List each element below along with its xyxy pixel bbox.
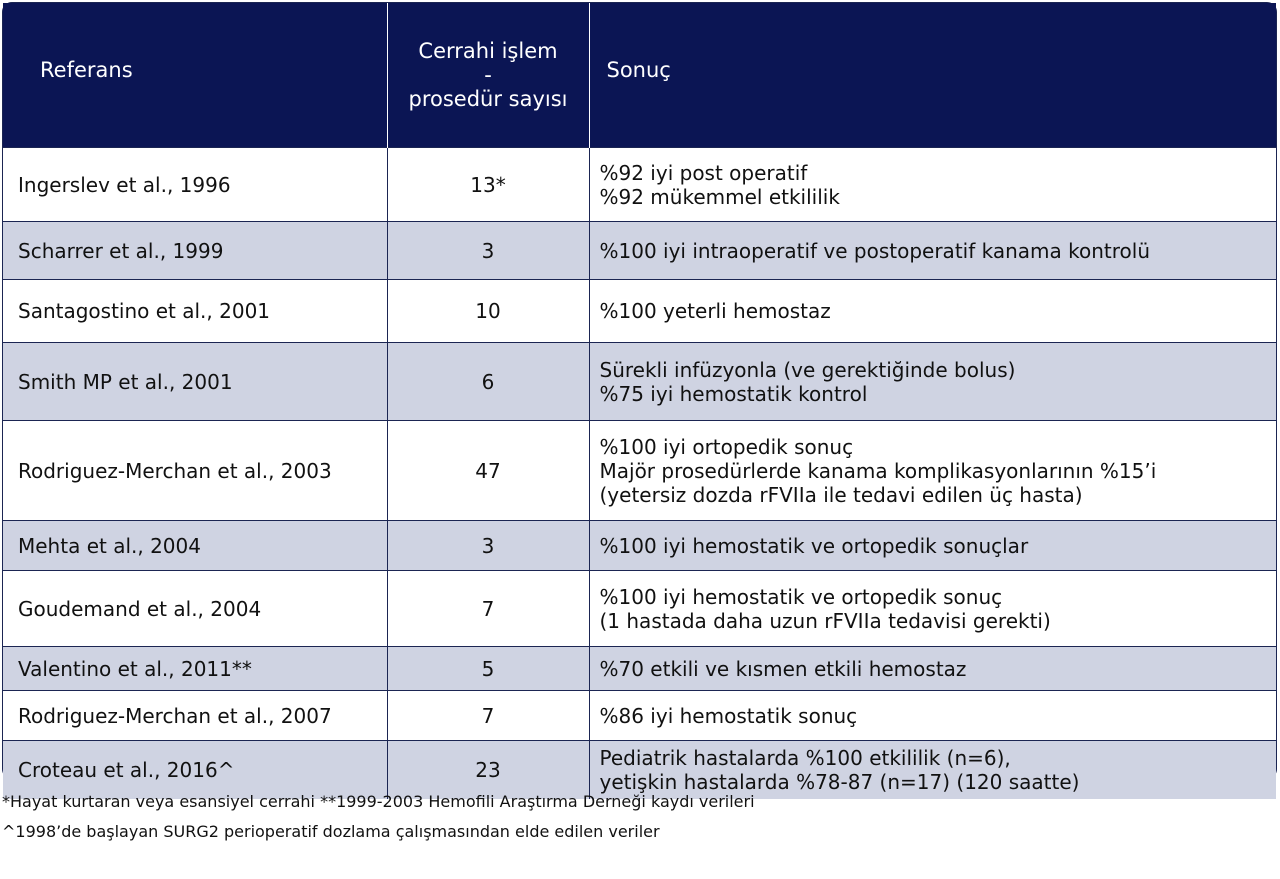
cell-procedure-count: 13*	[387, 148, 589, 222]
table-row	[3, 571, 1276, 647]
table-row	[3, 741, 1276, 799]
results-table-container	[2, 2, 1277, 794]
header-reference: Referans	[3, 3, 387, 148]
cell-reference: Mehta et al., 2004	[3, 521, 387, 571]
header-procedure-count: Cerrahi işlem - prosedür sayısı	[387, 3, 589, 148]
cell-reference: Santagostino et al., 2001	[3, 280, 387, 343]
cell-reference: Scharrer et al., 1999	[3, 222, 387, 280]
cell-procedure-count: 3	[387, 521, 589, 571]
cell-reference: Rodriguez-Merchan et al., 2007	[3, 691, 387, 741]
cell-reference: Croteau et al., 2016^	[3, 741, 387, 799]
table-row	[3, 691, 1276, 741]
cell-procedure-count: 7	[387, 571, 589, 647]
cell-result: %86 iyi hemostatik sonuç	[589, 691, 1276, 741]
cell-procedure-count: 7	[387, 691, 589, 741]
table-body	[3, 148, 1276, 799]
table-row	[3, 647, 1276, 691]
table-row	[3, 343, 1276, 421]
cell-result: %92 iyi post operatif %92 mükemmel etkililik	[589, 148, 1276, 222]
cell-reference: Smith MP et al., 2001	[3, 343, 387, 421]
cell-reference: Goudemand et al., 2004	[3, 571, 387, 647]
table-row	[3, 521, 1276, 571]
cell-reference: Rodriguez-Merchan et al., 2003	[3, 421, 387, 521]
results-table	[3, 3, 1276, 799]
table-row	[3, 222, 1276, 280]
cell-result: %100 iyi hemostatik ve ortopedik sonuç (1 hastada daha uzun rFVIIa tedavisi gerekti)	[589, 571, 1276, 647]
cell-procedure-count: 10	[387, 280, 589, 343]
cell-result: %100 iyi hemostatik ve ortopedik sonuçlar	[589, 521, 1276, 571]
cell-procedure-count: 6	[387, 343, 589, 421]
cell-result: Sürekli infüzyonla (ve gerektiğinde bolus) %75 iyi hemostatik kontrol	[589, 343, 1276, 421]
footnote-1: *Hayat kurtaran veya esansiyel cerrahi **1999-2003 Hemofili Araştırma Derneği kaydı verileri	[2, 792, 755, 811]
cell-result: Pediatrik hastalarda %100 etkililik (n=6), yetişkin hastalarda %78-87 (n=17) (120 saatte)	[589, 741, 1276, 799]
table-row	[3, 280, 1276, 343]
cell-procedure-count: 47	[387, 421, 589, 521]
table-row	[3, 148, 1276, 222]
cell-procedure-count: 23	[387, 741, 589, 799]
table-row	[3, 421, 1276, 521]
cell-result: %70 etkili ve kısmen etkili hemostaz	[589, 647, 1276, 691]
cell-procedure-count: 3	[387, 222, 589, 280]
cell-result: %100 iyi ortopedik sonuç Majör prosedürlerde kanama komplikasyonlarının %15’i (yetersiz dozda rFVIIa ile tedavi edilen üç hasta)	[589, 421, 1276, 521]
header-result: Sonuç	[589, 3, 1276, 148]
cell-reference: Valentino et al., 2011**	[3, 647, 387, 691]
table-header-row	[3, 3, 1276, 148]
cell-reference: Ingerslev et al., 1996	[3, 148, 387, 222]
cell-result: %100 iyi intraoperatif ve postoperatif kanama kontrolü	[589, 222, 1276, 280]
footnote-2: ^1998’de başlayan SURG2 perioperatif dozlama çalışmasından elde edilen veriler	[2, 822, 660, 841]
cell-result: %100 yeterli hemostaz	[589, 280, 1276, 343]
cell-procedure-count: 5	[387, 647, 589, 691]
